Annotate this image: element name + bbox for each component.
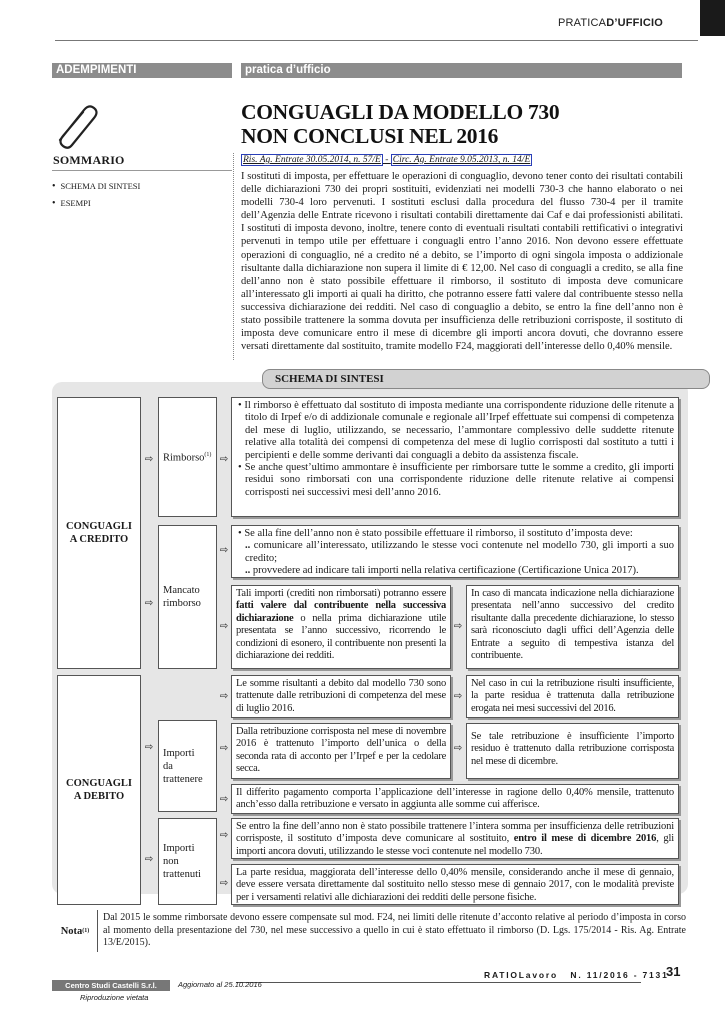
title-line-1: CONGUAGLI DA MODELLO 730	[241, 100, 560, 124]
arrow-right-icon: ⇨	[219, 878, 229, 889]
mancato-sub-1: .. comunicare all’interessato, utilizzando le stesse voci contenute nel modello 730, gli importi a suo credito;	[245, 540, 674, 564]
non-trattenuti-label-line3: trattenuti	[163, 869, 201, 880]
debito-label-line1: CONGUAGLI	[66, 778, 132, 789]
debito-label-line2: A DEBITO	[73, 791, 125, 802]
arrow-right-icon: ⇨	[219, 743, 229, 754]
sommario-list	[52, 178, 140, 212]
nota-label: Nota (1)	[60, 925, 90, 937]
importi-non-trattenuti-box	[158, 818, 217, 905]
arrow-right-icon: ⇨	[453, 621, 463, 632]
reproduction-notice: Riproduzione vietata	[80, 993, 149, 1002]
mancata-indicazione-box: In caso di mancata indicazione nella dichiarazione presentata nell’anno successivo del credito risultante dalla precedente dichiarazione, lo stesso sarà riconosciuto dagli uffici dell’Agenzia delle Entrate a seguito di tempestiva istanza del contribuente.	[466, 585, 679, 669]
intro-divider	[233, 153, 234, 360]
trattenere-label-line3: trattenere	[163, 773, 203, 785]
arrow-right-icon: ⇨	[219, 621, 229, 632]
reference-links	[241, 155, 532, 165]
brand-prefix: PRATICA	[557, 17, 607, 29]
publisher-badge: Centro Studi Castelli S.r.l.	[52, 980, 170, 991]
luglio-trattenute-box: Le somme risultanti a debito dal modello 730 sono trattenute dalle retribuzioni di competenza del mese di luglio 2016.	[231, 675, 451, 718]
arrow-right-icon: ⇨	[219, 794, 229, 805]
rimborso-bullet-2: • Se anche quest’ultimo ammontare è insufficiente per rimborsare tutte le somme a credito, gli importi residui sono rimborsati con una corrispondente riduzione delle ritenute relative ai compensi corrisposti nei successivi mesi dell’anno 2016.	[238, 462, 674, 498]
footer-rule	[236, 982, 641, 983]
arrow-right-icon: ⇨	[453, 691, 463, 702]
non-trattenuti-label-line1: Importi	[163, 843, 195, 854]
rimborso-label: Rimborso	[163, 452, 205, 464]
article-title	[241, 100, 691, 148]
mancato-bullet: • Se alla fine dell’anno non è stato possibile effettuare il rimborso, il sostituto d’imposta deve:	[238, 528, 633, 539]
rimborso-box	[158, 397, 217, 517]
reference-link-ris[interactable]: Ris. Ag. Entrate 30.05.2014, n. 57/E	[243, 155, 381, 165]
nota-divider	[97, 910, 98, 952]
comunicazione-dicembre-box: Se entro la fine dell’anno non è stato possibile trattenere l’intera somma per insufficienza delle retribuzioni corrisposte, il sostituto d’imposta deve comunicare al sostituito, entro il mese di dicembre 2016, gli importi ancora dovuti, utilizzando le stesse voci contenute nel modello 730.	[231, 818, 679, 859]
sommario-rule	[52, 170, 232, 171]
corner-tab-decoration	[700, 0, 725, 36]
trattenere-label-line1: Importi	[163, 747, 195, 759]
title-line-2: NON CONCLUSI NEL 2016	[241, 124, 499, 148]
paperclip-icon	[50, 100, 102, 150]
mancato-label-line2: rimborso	[163, 598, 201, 609]
page-number: 31	[666, 964, 681, 979]
footer-journal: RATIOLavoro N. 11/2016 - 7131	[484, 970, 669, 980]
mancato-label-line1: Mancato	[163, 585, 200, 596]
updated-date: Aggiornato al 25.10.2016	[178, 980, 262, 989]
retribuzione-insufficiente-box: Nel caso in cui la retribuzione risulti insufficiente, la parte residua è trattenuta dalla retribuzione erogata nei mesi successivi del 2016.	[466, 675, 679, 718]
header-rule	[55, 40, 698, 41]
credito-label-line1: CONGUAGLI	[66, 521, 132, 532]
rimborso-bullet-1: • Il rimborso è effettuato dal sostituto di imposta mediante una corrispondente riduzione delle ritenute a titolo di Irpef e/o di addizionale comunale e regionale all’Irpef effettuate sui compensi di competenza del mese di luglio, utilizzando, se necessario, l’ammontare complessivo delle suddette ritenute relative alla totalità dei compensi di competenza del mese di luglio corrisposti dal sostituto a tutti i percipienti e delle somme derivanti dai conguagli a debito da assistenza fiscale.	[238, 400, 675, 461]
arrow-right-icon: ⇨	[219, 830, 229, 841]
nota-text: Dal 2015 le somme rimborsate devono essere compensate sul mod. F24, nei limiti delle ritenute d’acconto relative al periodo d’imposta in corso al momento della presentazione del 730, nel mese successivo a quello in cui è stato effettuato il rimborso (D. Lgs. 175/2014 - Ris. Ag. Entrate 13/E/2015).	[103, 912, 686, 948]
arrow-right-icon: ⇨	[219, 545, 229, 556]
importi-da-trattenere-box	[158, 720, 217, 812]
header-brand	[558, 17, 663, 29]
intro-paragraph: I sostituti di imposta, per effettuare le operazioni di conguaglio, devono tener conto dei risultati contabili delle dichiarazioni 730 dei propri sostituiti, evidenziati nei modelli 730-3 che hanno elaborato o nei modelli 730-4 loro pervenuti. I sostituti esclusi dalla procedura del flusso 730-4 per il tramite dell’Agenzia delle Entrate ricevono i risultati contabili direttamente dai Caf e dai professionisti abilitati. I sostituti di imposta devono, inoltre, tenere conto di eventuali risultati contabili rettificativi o integrativi pervenuti in tempo utile per effettuare i conguagli entro l’anno 2016. Non devono essere effettuate operazioni di conguaglio, né a credito né a debito, se l’importo di ogni singola imposta o addizionale risultante dalla dichiarazione non supera il limite di € 12,00. Nel caso di conguagli a credito, se alla fine dell’anno non è stato possibile effettuare il rimborso, il sostituto di imposta deve comunicare all’interessato gli importi ai quali ha diritto, che potranno essere fatti valere dal contribuente stesso nella successiva dichiarazione dei redditi. Nel caso di conguaglio a debito, se entro la fine dell’anno non è stato possibile trattenere la somma dovuta per insufficienza delle retribuzioni corrisposte, il sostituto di imposta deve comunicare entro il mese di dicembre gli importi ancora dovuti, che dovranno essere versati direttamente dal sostituito, tramite modello F24, maggiorati dell’interesse dello 0,40% mensile.	[241, 171, 683, 353]
sommario-item-esempi[interactable]: • ESEMPI	[52, 195, 140, 212]
arrow-right-icon: ⇨	[144, 854, 154, 865]
reference-link-circ[interactable]: Circ. Ag. Entrate 9.05.2013, n. 14/E	[392, 155, 531, 165]
reference-separator: -	[382, 155, 391, 165]
sommario-heading: SOMMARIO	[53, 153, 125, 167]
crediti-non-rimborsati-box: Tali importi (crediti non rimborsati) potranno essere fatti valere dal contribuente nella successiva dichiarazione o nella prima dichiarazione utile presentata se l’anno successivo, ricorrendo le condizioni di esonero, il contribuente non presenti la dichiarazione dei redditi.	[231, 585, 451, 669]
non-trattenuti-label-line2: non	[163, 856, 179, 867]
sommario-item-schema[interactable]: • SCHEMA DI SINTESI	[52, 178, 140, 195]
section-bar-right: pratica d’ufficio	[241, 63, 682, 78]
arrow-right-icon: ⇨	[144, 454, 154, 465]
brand-suffix: D’UFFICIO	[606, 17, 663, 29]
dicembre-residuo-box: Se tale retribuzione è insufficiente l’importo residuo è trattenuto dalla retribuzione corrisposta nel mese di dicembre.	[466, 723, 679, 779]
arrow-right-icon: ⇨	[219, 691, 229, 702]
mancato-detail-box	[231, 525, 679, 578]
arrow-right-icon: ⇨	[144, 742, 154, 753]
arrow-right-icon: ⇨	[219, 454, 229, 465]
novembre-acconto-box: Dalla retribuzione corrisposta nel mese di novembre 2016 è trattenuto l’importo dell’unica o della seconda rata di acconto per l’Irpef e per la cedolare secca.	[231, 723, 451, 779]
debito-category-box	[57, 675, 141, 905]
section-bar-left: ADEMPIMENTI	[52, 63, 232, 78]
arrow-right-icon: ⇨	[144, 598, 154, 609]
versamento-gennaio-box: La parte residua, maggiorata dell’interesse dello 0,40% mensile, considerando anche il mese di gennaio, deve essere versata direttamente dal sostituito nello stesso mese di gennaio 2017, con le modalità previste per i versamenti relativi alle dichiarazioni dei redditi delle persone fisiche.	[231, 864, 679, 905]
mancato-sub-2: .. provvedere ad indicare tali importi nella relativa certificazione (Certificazione Unica 2017).	[245, 565, 639, 577]
credito-category-box	[57, 397, 141, 669]
rimborso-detail-box	[231, 397, 679, 517]
schema-heading: SCHEMA DI SINTESI	[262, 369, 710, 389]
arrow-right-icon: ⇨	[453, 743, 463, 754]
mancato-rimborso-box	[158, 525, 217, 669]
credito-label-line2: A CREDITO	[69, 534, 129, 545]
trattenere-label-line2: da	[163, 760, 173, 772]
interesse-differito-box: Il differito pagamento comporta l’applicazione dell’interesse in ragione dello 0,40% mensile, trattenuto anch’esso dalla retribuzione e versato in aggiunta alle somme cui afferisce.	[231, 784, 679, 814]
rimborso-note-ref[interactable]: (1)	[204, 452, 212, 459]
